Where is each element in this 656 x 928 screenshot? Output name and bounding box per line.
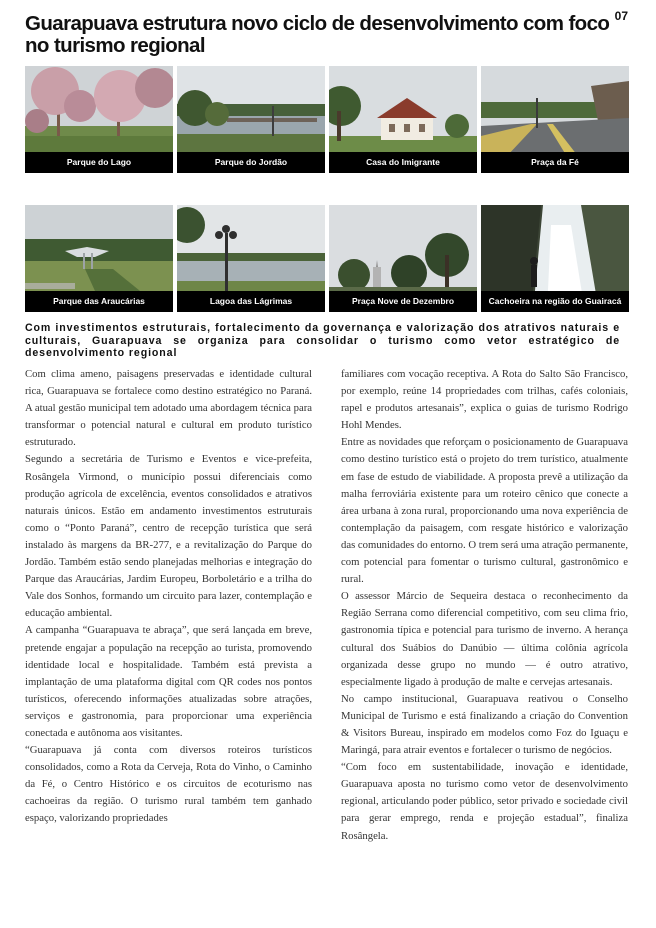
page-number: 07	[614, 9, 628, 23]
photo-praca-da-fe	[481, 66, 629, 173]
photo-cachoeira-guairaca	[481, 205, 629, 312]
paragraph: O assessor Márcio de Sequeira destaca o reconhecimento da Região Serrana como diferencial competitivo, com seu clima frio, gastronomia típica e potencial para turismo de inverno. A herança cultural dos Suábios do Danúbio — última colônia agrícola organizada desse grupo no mundo — é outro atrativo, especialmente ligado à produção de malte e cervejas artesanais.	[341, 590, 628, 688]
paragraph: familiares com vocação receptiva. A Rota do Salto São Francisco, por exemplo, reúne 14 propriedades com trilhas, cafés coloniais, rapel e produtos artesanais”, explica o guias de turismo Rodrigo Hohl Mendes.	[341, 368, 628, 432]
text-column-right	[341, 366, 628, 845]
text-column-left	[25, 366, 312, 828]
photo-gallery	[25, 66, 630, 312]
photo-praca-nove-de-dezembro	[329, 205, 477, 312]
photo-lagoa-das-lagrimas	[177, 205, 325, 312]
photo-caption: Parque das Araucárias	[25, 291, 173, 312]
photo-parque-do-lago	[25, 66, 173, 173]
photo-caption: Lagoa das Lágrimas	[177, 291, 325, 312]
paragraph: “Com foco em sustentabilidade, inovação e identidade, Guarapuava aposta no turismo como vetor de desenvolvimento regional, articulando poder público, setor privado e sociedade civil para gerar emprego, renda e projeção estadual”, finaliza Rosângela.	[341, 761, 628, 842]
article-lead: Com investimentos estruturais, fortalecimento da governança e valorização dos atrativos naturais e culturais, Guarapuava se organiza para consolidar o turismo como vetor estratégico de desenvolvimento regional	[25, 322, 620, 359]
photo-casa-do-imigrante	[329, 66, 477, 173]
photo-parque-do-jordao	[177, 66, 325, 173]
paragraph: Segundo a secretária de Turismo e Eventos e vice-prefeita, Rosângela Virmond, o município possui diferenciais como produção agrícola de excelência, eventos consolidados e atrativos naturais únicos. Estão em andamento investimentos estruturais como o “Ponto Paraná”, centro de recepção turística que será instalado às margens da BR-277, e a revitalização do Parque do Jordão. Também estão sendo planejadas melhorias e integração do Parque das Araucárias, Jardim Europeu, Borboletário e a trilha do Vale dos Sonhos, formando um circuito para lazer, contemplação e educação ambiental.	[25, 453, 312, 620]
photo-caption: Praça Nove de Dezembro	[329, 291, 477, 312]
paragraph: Com clima ameno, paisagens preservadas e identidade cultural rica, Guarapuava se fortalece como destino estratégico no Paraná. A atual gestão municipal tem adotado uma abordagem técnica para transformar o potencial natural e cultural em produto turístico estruturado.	[25, 368, 312, 449]
paragraph: A campanha “Guarapuava te abraça”, que será lançada em breve, pretende engajar a população na recepção ao turista, promovendo identidade local e hospitalidade. Também está prevista a implantação de uma plataforma digital com QR codes nos pontos turísticos, oferecendo informações atualizadas sobre atrações, serviços e gastronomia, para proporcionar uma experiência conectada e autônoma aos visitantes.	[25, 624, 312, 739]
photo-caption: Praça da Fé	[481, 152, 629, 173]
photo-caption: Parque do Lago	[25, 152, 173, 173]
photo-parque-das-araucarias	[25, 205, 173, 312]
photo-caption: Casa do Imigrante	[329, 152, 477, 173]
paragraph: “Guarapuava já conta com diversos roteiros turísticos consolidados, como a Rota da Cerveja, Rota do Vinho, o Caminho da Fé, o Centro Histórico e os circuitos de ecoturismo nas cachoeiras da região. O turismo rural também tem ganhado espaço, valorizando propriedades	[25, 744, 312, 825]
paragraph: Entre as novidades que reforçam o posicionamento de Guarapuava como destino turístico está o projeto do trem turístico, atualmente em fase de estudo de viabilidade. A proposta prevê a utilização da malha ferroviária existente para um roteiro cênico que conecte a área urbana à zona rural, proporcionando uma nova experiência de contemplação da paisagem, com resgate histórico e valorização das comunidades do entorno. O trem será uma atração permanente, com potencial para fomentar o turismo cultural, gastronômico e rural.	[341, 436, 628, 586]
photo-caption: Cachoeira na região do Guairacá	[481, 291, 629, 312]
photo-caption: Parque do Jordão	[177, 152, 325, 173]
article-title: Guarapuava estrutura novo ciclo de desenvolvimento com foco no turismo regional	[25, 12, 610, 57]
paragraph: No campo institucional, Guarapuava reativou o Conselho Municipal de Turismo e está finalizando a criação do Convention & Visitors Bureau, inspirado em modelos como Foz do Iguaçu e Maringá, para atrair eventos e fortalecer o turismo de negócios.	[341, 692, 628, 757]
